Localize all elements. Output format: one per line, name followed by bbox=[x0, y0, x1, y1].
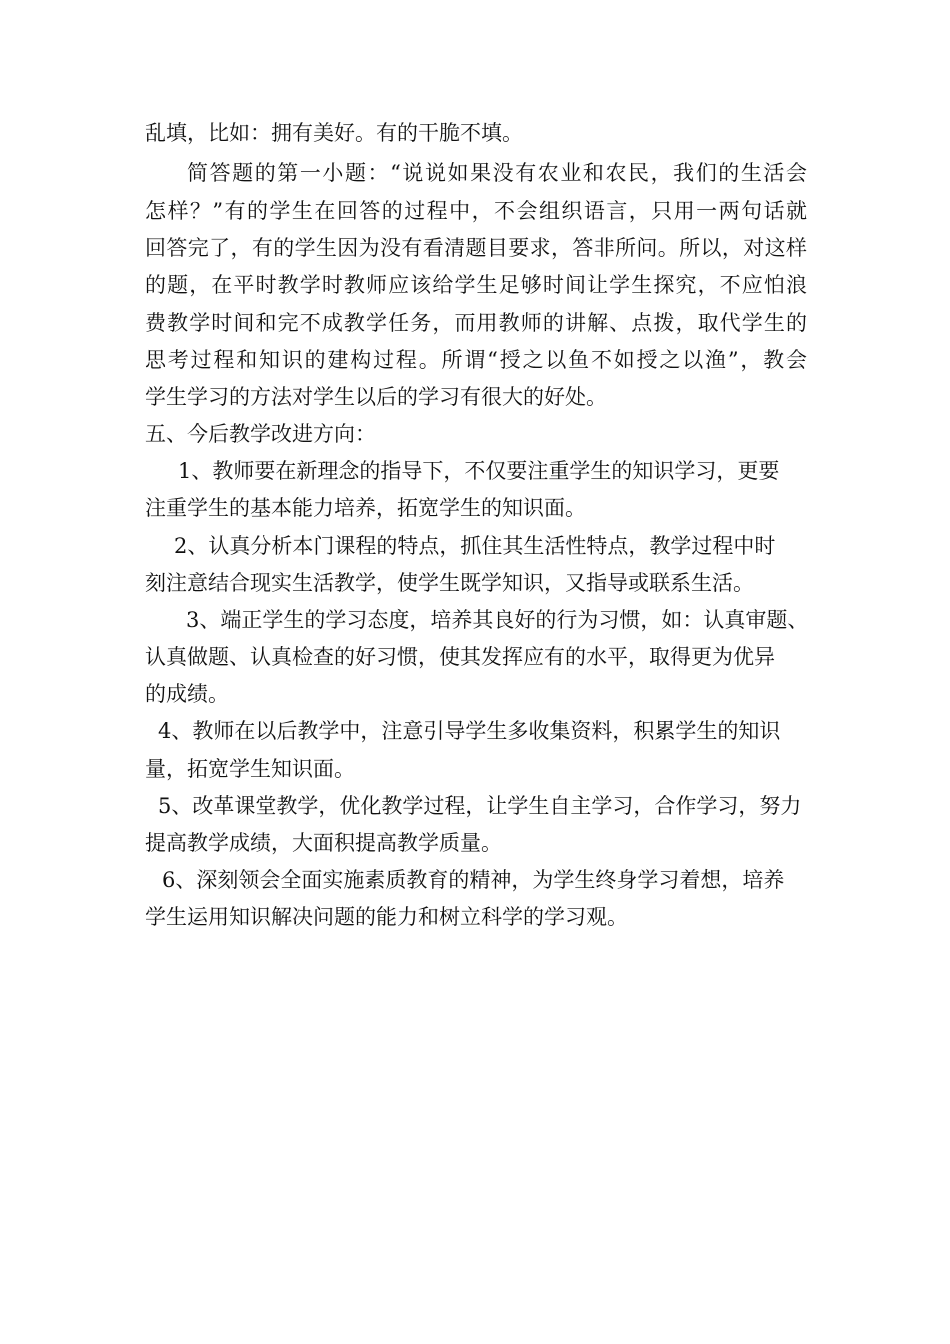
list-item-4: 4、教师在以后教学中，注意引导学生多收集资料，积累学生的知识 bbox=[158, 719, 781, 743]
text-line: 乱填，比如：拥有美好。有的干脆不填。 bbox=[145, 121, 523, 145]
list-item-3: 3、端正学生的学习态度，培养其良好的行为习惯，如：认真审题、 bbox=[186, 608, 809, 632]
section-heading: 五、今后教学改进方向： bbox=[145, 422, 376, 446]
text-line: 思考过程和知识的建构过程。所谓“授之以鱼不如授之以渔”，教会 bbox=[145, 348, 809, 372]
text-line: 学生运用知识解决问题的能力和树立科学的学习观。 bbox=[145, 905, 628, 929]
text-line: 提高教学成绩，大面积提高教学质量。 bbox=[145, 831, 502, 855]
text-line: 的题，在平时教学时教师应该给学生足够时间让学生探究，不应怕浪 bbox=[145, 273, 809, 297]
text-line: 费教学时间和完不成教学任务，而用教师的讲解、点拨，取代学生的 bbox=[145, 311, 809, 335]
list-item-6: 6、深刻领会全面实施素质教育的精神，为学生终身学习着想，培养 bbox=[162, 868, 785, 892]
text-line: 认真做题、认真检查的好习惯，使其发挥应有的水平，取得更为优异 bbox=[145, 645, 775, 669]
text-line: 量，拓宽学生知识面。 bbox=[145, 757, 355, 781]
text-line: 刻注意结合现实生活教学，使学生既学知识，又指导或联系生活。 bbox=[145, 571, 754, 595]
list-item-1: 1、教师要在新理念的指导下，不仅要注重学生的知识学习，更要 bbox=[178, 459, 780, 483]
text-line: 的成绩。 bbox=[145, 682, 229, 706]
list-item-2: 2、认真分析本门课程的特点，抓住其生活性特点，教学过程中时 bbox=[174, 534, 776, 558]
text-line: 学生学习的方法对学生以后的学习有很大的好处。 bbox=[145, 385, 607, 409]
text-line: 注重学生的基本能力培养，拓宽学生的知识面。 bbox=[145, 496, 586, 520]
list-item-5: 5、改革课堂教学，优化教学过程，让学生自主学习，合作学习，努力 bbox=[158, 794, 802, 818]
paragraph-short-answer-start: 简答题的第一小题：“说说如果没有农业和农民，我们的生活会 bbox=[187, 161, 809, 185]
text-line: 怎样？”有的学生在回答的过程中，不会组织语言，只用一两句话就 bbox=[145, 199, 809, 223]
text-line: 回答完了，有的学生因为没有看清题目要求，答非所问。所以，对这样 bbox=[145, 236, 808, 260]
